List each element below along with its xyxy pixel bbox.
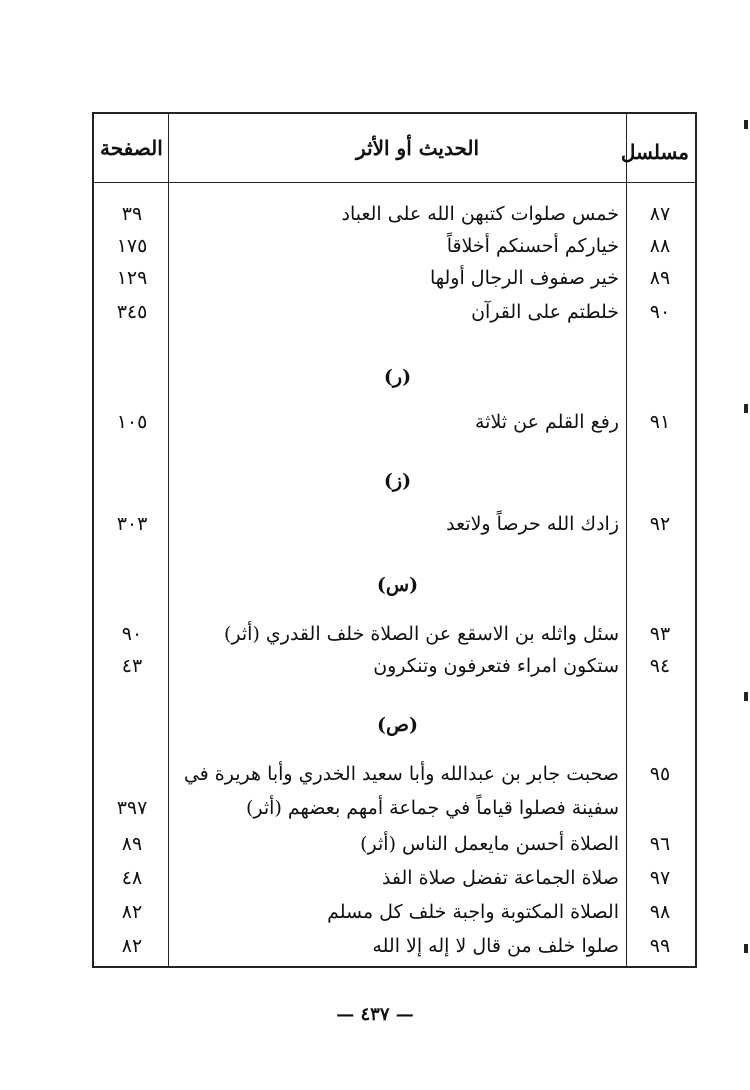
page-number: ٣٩٧ xyxy=(116,797,148,819)
table-row xyxy=(94,930,695,962)
hadith-text: سفينة فصلوا قياماً في جماعة أمهم بعضهم (أثر) xyxy=(245,797,619,819)
table-row xyxy=(94,828,695,860)
table-row xyxy=(94,198,695,230)
hadith-text: صلاة الجماعة تفضل صلاة الفذ xyxy=(381,867,619,889)
page-number: ٨٢ xyxy=(121,935,143,957)
hadith-text: خمس صلوات كتبهن الله على العباد xyxy=(341,203,619,225)
page-number: ٣٠٣ xyxy=(116,513,148,535)
hadith-text: رفع القلم عن ثلاثة xyxy=(474,411,619,433)
index-table xyxy=(92,112,697,968)
hadith-header: الحديث أو الأثر xyxy=(356,136,479,160)
hadith-text: ستكون امراء فتعرفون وتنكرون xyxy=(373,655,619,677)
page-number: ٤٨ xyxy=(121,867,143,889)
page-header: الصفحة xyxy=(100,136,163,160)
page-number: ٨٩ xyxy=(121,833,143,855)
page-number: ٤٣ xyxy=(121,655,143,677)
table-row xyxy=(94,862,695,894)
section-letter: (ر) xyxy=(383,366,412,388)
hadith-text: الصلاة المكتوبة واجبة خلف كل مسلم xyxy=(327,901,619,923)
serial-number: ٩٨ xyxy=(649,901,671,923)
table-row xyxy=(94,262,695,294)
table-row xyxy=(94,296,695,328)
hadith-text: زادك الله حرصاً ولاتعد xyxy=(446,513,619,535)
table-row xyxy=(94,618,695,650)
table-row xyxy=(94,650,695,682)
page-folio: — ٤٣٧ — xyxy=(336,1004,414,1025)
serial-number: ٩٦ xyxy=(649,833,671,855)
table-row xyxy=(94,230,695,262)
hadith-text: الصلاة أحسن مايعمل الناس (أثر) xyxy=(360,833,619,855)
serial-number: ٩٧ xyxy=(649,867,671,889)
serial-number: ٨٧ xyxy=(649,203,671,225)
page-number: ٩٠ xyxy=(121,623,143,645)
section-letter: (س) xyxy=(376,574,419,596)
serial-number: ٩٠ xyxy=(649,301,671,323)
section-letter: (ز) xyxy=(383,470,412,492)
page-number: ١٠٥ xyxy=(116,411,148,433)
table-row xyxy=(94,792,695,824)
page-number: ١٧٥ xyxy=(116,235,148,257)
margin-mark xyxy=(744,692,748,701)
serial-number: ٩٩ xyxy=(649,935,671,957)
serial-number: ٩٤ xyxy=(649,655,671,677)
hadith-text: خلطتم على القرآن xyxy=(471,301,619,323)
serial-number: ٨٨ xyxy=(649,235,671,257)
serial-number: ٩١ xyxy=(649,411,671,433)
hadith-text: صحبت جابر بن عبدالله وأبا سعيد الخدري وأبا هريرة في xyxy=(183,763,619,785)
serial-header: مسلسل xyxy=(620,140,689,164)
serial-number: ٩٣ xyxy=(649,623,671,645)
page-number: ٣٩ xyxy=(121,203,143,225)
table-row xyxy=(94,508,695,540)
page-number: ١٢٩ xyxy=(116,267,148,289)
margin-mark xyxy=(744,120,748,129)
hadith-text: خياركم أحسنكم أخلاقاً xyxy=(446,235,619,257)
serial-number: ٩٢ xyxy=(649,513,671,535)
hadith-text: خير صفوف الرجال أولها xyxy=(429,267,619,289)
page-number: ٣٤٥ xyxy=(116,301,148,323)
hadith-text: صلوا خلف من قال لا إله إلا الله xyxy=(372,935,619,957)
serial-number: ٨٩ xyxy=(649,267,671,289)
margin-mark xyxy=(744,944,748,953)
hadith-text: سئل واثله بن الاسقع عن الصلاة خلف القدري (أثر) xyxy=(223,623,619,645)
table-row xyxy=(94,758,695,790)
serial-number: ٩٥ xyxy=(649,763,671,785)
section-letter: (ص) xyxy=(377,714,418,736)
margin-mark xyxy=(744,404,748,413)
header-divider xyxy=(94,182,695,183)
page-number: ٨٢ xyxy=(121,901,143,923)
table-row xyxy=(94,406,695,438)
table-row xyxy=(94,896,695,928)
